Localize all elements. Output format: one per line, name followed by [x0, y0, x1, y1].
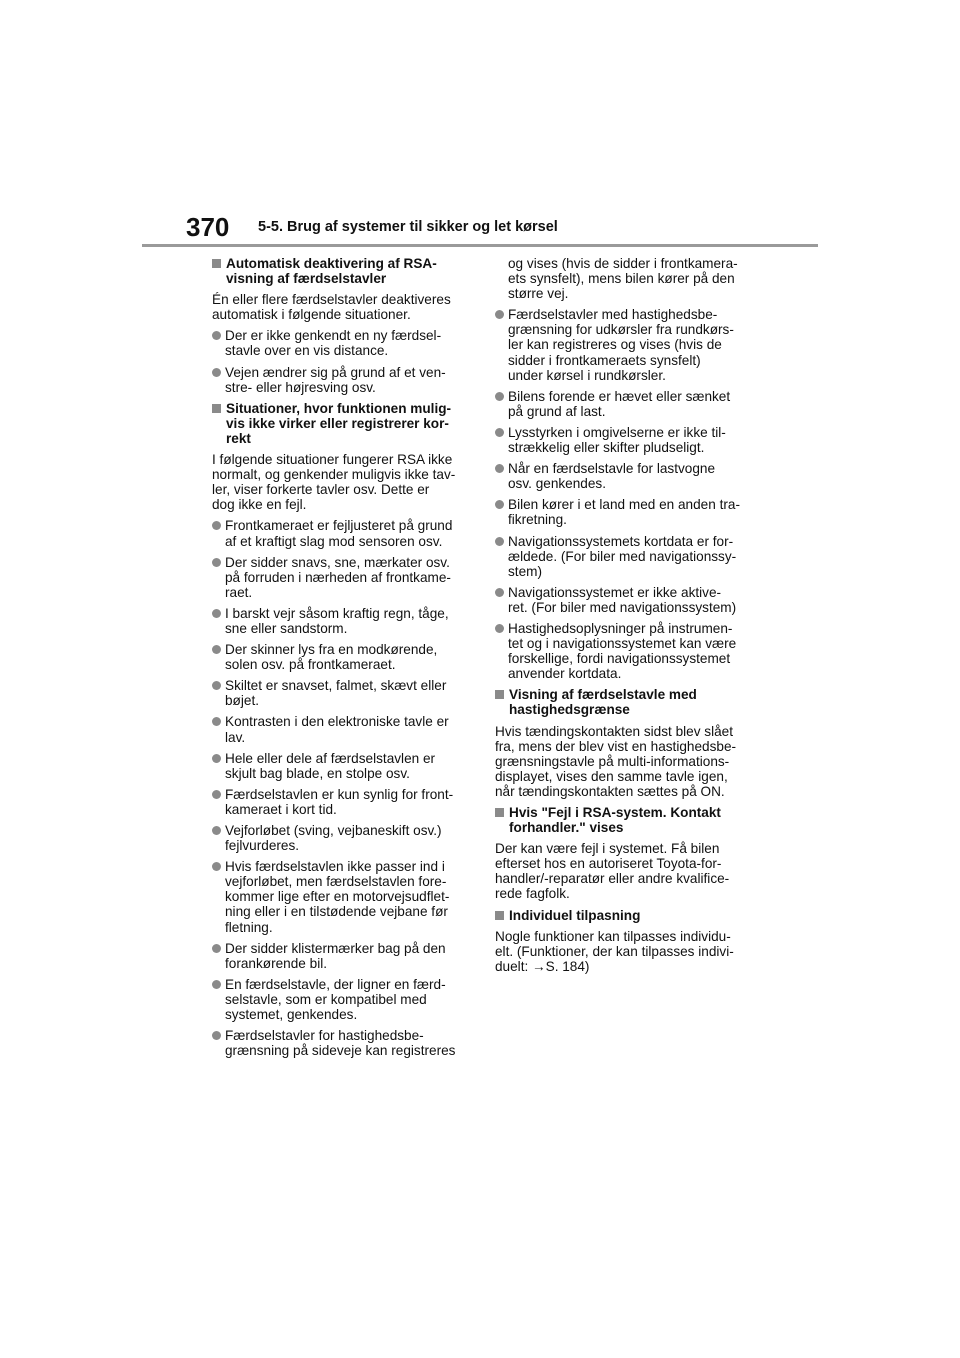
text-line: under kørsel i rundkørsler.	[508, 367, 666, 383]
bullet-item	[495, 585, 757, 615]
square-marker-icon	[212, 259, 221, 268]
bullet-dot-icon	[495, 464, 504, 473]
bullet-dot-icon	[212, 609, 221, 618]
text-line: I barskt vejr såsom kraftig regn, tåge,	[225, 605, 449, 621]
bullet-dot-icon	[212, 681, 221, 690]
text-line: ets synsfelt), mens bilen kører på den	[508, 271, 735, 287]
text-line: tet og i navigationssystemet kan være	[508, 636, 737, 652]
text-paragraph	[495, 841, 757, 901]
bullet-item	[212, 1028, 470, 1058]
text-line: sidder i frontkameraets synsfelt)	[508, 352, 701, 368]
text-line: Visning af færdselstavle med	[509, 687, 697, 703]
bullet-item	[212, 977, 470, 1022]
bullet-item	[495, 621, 757, 681]
left-column	[212, 256, 470, 1064]
text-line: Individuel tilpasning	[509, 907, 641, 923]
text-line: forankørende bil.	[225, 955, 328, 971]
bullet-item	[495, 534, 757, 579]
text-line: elt. (Funktioner, der kan tilpasses indivi-	[495, 943, 734, 959]
text-line: stem)	[508, 563, 542, 579]
text-line: fejlvurderes.	[225, 838, 300, 854]
text-line: Der skinner lys fra en modkørende,	[225, 642, 438, 658]
text-line: displayet, vises den samme tavle igen,	[495, 768, 728, 784]
bullet-dot-icon	[212, 717, 221, 726]
text-line: på forruden i nærheden af frontkame-	[225, 569, 451, 585]
bullet-item	[212, 941, 470, 971]
text-line: Færdselstavlen er kun synlig for front-	[225, 786, 454, 802]
text-line: ler kan registreres og vises (hvis de	[508, 337, 722, 353]
text-line: fra, mens der blev vist en hastighedsbe-	[495, 738, 737, 754]
bullet-item	[212, 606, 470, 636]
text-line: stre- eller højresving osv.	[225, 379, 376, 395]
text-line: Vejen ændrer sig på grund af et ven-	[225, 364, 446, 380]
text-line: Frontkameraet er fejljusteret på grund	[225, 518, 453, 534]
text-line: Vejforløbet (sving, vejbaneskift osv.)	[225, 823, 442, 838]
section-heading	[495, 805, 757, 835]
bullet-dot-icon	[212, 1031, 221, 1040]
bullet-dot-icon	[212, 368, 221, 377]
text-line: Én eller flere færdselstavler deaktiveres	[212, 292, 451, 308]
text-line: forskellige, fordi navigationssystemet	[508, 651, 731, 667]
text-line: fletning.	[225, 919, 273, 935]
text-line: Færdselstavler med hastighedsbe-	[508, 307, 718, 323]
bullet-item	[212, 714, 470, 744]
header-divider	[142, 244, 818, 247]
text-line: En færdselstavle, der ligner en færd-	[225, 976, 446, 992]
text-line: Automatisk deaktivering af RSA-	[226, 256, 437, 271]
section-heading	[495, 908, 757, 923]
text-line: Situationer, hvor funktionen mulig-	[226, 400, 452, 416]
text-line: anvender kortdata.	[508, 666, 622, 682]
bullet-dot-icon	[212, 944, 221, 953]
text-line: Bilens forende er hævet eller sænket	[508, 388, 731, 404]
bullet-item	[495, 497, 757, 527]
bullet-dot-icon	[212, 826, 221, 835]
text-line: normalt, og genkender muligvis ikke tav-	[212, 467, 456, 483]
text-line: Navigationssystemet er ikke aktive-	[508, 584, 722, 600]
section-heading	[212, 256, 470, 286]
section-heading	[495, 687, 757, 717]
bullet-dot-icon	[212, 645, 221, 654]
text-line: på grund af last.	[508, 403, 606, 419]
text-line: grænsningstavle på multi-informations-	[495, 753, 730, 769]
bullet-item	[212, 642, 470, 672]
bullet-dot-icon	[212, 521, 221, 530]
text-line: Hastighedsoplysninger på instrumen-	[508, 620, 733, 636]
text-line: Hvis færdselstavlen ikke passer ind i	[225, 859, 445, 875]
text-line: grænsning for udkørsler fra rundkørs-	[508, 322, 734, 338]
bullet-item-continuation	[495, 256, 757, 301]
text-line: Der sidder snavs, sne, mærkater osv.	[225, 554, 450, 570]
bullet-item	[212, 518, 470, 548]
text-line: vejforløbet, men færdselstavlen fore-	[225, 874, 447, 890]
bullet-item	[495, 389, 757, 419]
text-line: vis ikke virker eller registrerer kor-	[226, 415, 449, 431]
text-line: raet.	[225, 584, 253, 600]
text-line: efterset hos en autoriseret Toyota-for-	[495, 856, 722, 872]
text-line: Hvis tændingskontakten sidst blev slået	[495, 723, 734, 739]
text-line: Kontrasten i den elektroniske tavle er	[225, 714, 449, 730]
text-line: Hele eller dele af færdselstavlen er	[225, 750, 436, 766]
bullet-item	[212, 678, 470, 708]
section-heading	[212, 401, 470, 446]
bullet-dot-icon	[495, 500, 504, 509]
bullet-dot-icon	[212, 558, 221, 567]
text-line: og vises (hvis de sidder i frontkamera-	[508, 256, 738, 271]
text-paragraph	[495, 724, 757, 799]
text-line: kommer lige efter en motorvejsudflet-	[225, 889, 450, 905]
bullet-item	[212, 859, 470, 934]
bullet-dot-icon	[212, 980, 221, 989]
text-line: Bilen kører i et land med en anden tra-	[508, 497, 740, 513]
text-line: Nogle funktioner kan tilpasses individu-	[495, 928, 731, 944]
text-line: Navigationssystemets kortdata er for-	[508, 533, 734, 549]
text-line: Når en færdselstavle for lastvogne	[508, 461, 716, 477]
text-line: kameraet i kort tid.	[225, 801, 337, 817]
page-number: 370	[186, 212, 230, 242]
text-line: af et kraftigt slag mod sensoren osv.	[225, 533, 443, 549]
text-paragraph	[212, 452, 470, 512]
bullet-dot-icon	[495, 310, 504, 319]
square-marker-icon	[495, 808, 504, 817]
text-line: duelt: →S. 184)	[495, 958, 590, 974]
bullet-dot-icon	[495, 537, 504, 546]
bullet-dot-icon	[212, 790, 221, 799]
text-line: I følgende situationer fungerer RSA ikke	[212, 452, 453, 468]
text-line: grænsning på sideveje kan registreres	[225, 1043, 456, 1059]
text-paragraph	[212, 292, 470, 322]
text-line: skjult bag blade, en stolpe osv.	[225, 765, 410, 781]
text-line: ning eller i en tilstødende vejbane før	[225, 904, 448, 920]
text-line: Hvis "Fejl i RSA-system. Kontakt	[509, 805, 721, 820]
text-line: osv. genkendes.	[508, 476, 606, 492]
bullet-item	[212, 823, 470, 853]
text-line: Der kan være fejl i systemet. Få bilen	[495, 841, 720, 857]
bullet-item	[212, 328, 470, 358]
text-line: Skiltet er snavset, falmet, skævt eller	[225, 678, 447, 694]
text-line: selstavle, som er kompatibel med	[225, 991, 427, 1007]
text-line: Der sidder klistermærker bag på den	[225, 940, 446, 956]
text-line: hastighedsgrænse	[509, 702, 630, 718]
text-line: dog ikke en fejl.	[212, 497, 307, 513]
bullet-dot-icon	[495, 624, 504, 633]
text-paragraph	[495, 929, 757, 974]
bullet-dot-icon	[212, 862, 221, 871]
text-line: solen osv. på frontkameraet.	[225, 657, 396, 673]
text-line: Der er ikke genkendt en ny færdsel-	[225, 328, 442, 344]
bullet-item	[495, 425, 757, 455]
bullet-dot-icon	[212, 331, 221, 340]
text-line: sne eller sandstorm.	[225, 620, 348, 636]
text-line: visning af færdselstavler	[226, 271, 387, 287]
text-line: Færdselstavler for hastighedsbe-	[225, 1028, 424, 1044]
bullet-item	[495, 307, 757, 382]
square-marker-icon	[212, 404, 221, 413]
bullet-item	[212, 787, 470, 817]
bullet-item	[212, 365, 470, 395]
text-line: rekt	[226, 430, 251, 446]
text-line: automatisk i følgende situationer.	[212, 307, 411, 323]
text-line: systemet, genkendes.	[225, 1007, 358, 1023]
bullet-dot-icon	[212, 754, 221, 763]
text-line: bøjet.	[225, 693, 259, 709]
bullet-item	[212, 555, 470, 600]
text-line: handler/-reparatør eller andre kvalifice-	[495, 871, 730, 887]
bullet-item	[495, 461, 757, 491]
square-marker-icon	[495, 690, 504, 699]
square-marker-icon	[495, 911, 504, 920]
text-line: Lysstyrken i omgivelserne er ikke til-	[508, 424, 726, 440]
text-line: når tændingskontakten sættes på ON.	[495, 783, 725, 799]
bullet-dot-icon	[495, 392, 504, 401]
text-line: lav.	[225, 729, 246, 745]
text-line: rede fagfolk.	[495, 886, 570, 902]
text-line: forhandler." vises	[509, 820, 624, 836]
text-line: ler, viser forkerte tavler osv. Dette er	[212, 482, 430, 498]
right-column	[495, 256, 757, 980]
text-line: ret. (For biler med navigationssystem)	[508, 599, 737, 615]
text-line: strækkelig eller skifter pludseligt.	[508, 440, 705, 456]
bullet-item	[212, 751, 470, 781]
chapter-title: 5-5. Brug af systemer til sikker og let kørsel	[258, 219, 558, 235]
text-line: fikretning.	[508, 512, 567, 528]
bullet-dot-icon	[495, 428, 504, 437]
text-line: større vej.	[508, 286, 569, 302]
text-line: ældede. (For biler med navigationssy-	[508, 548, 737, 564]
bullet-dot-icon	[495, 588, 504, 597]
text-line: stavle over en vis distance.	[225, 343, 389, 359]
